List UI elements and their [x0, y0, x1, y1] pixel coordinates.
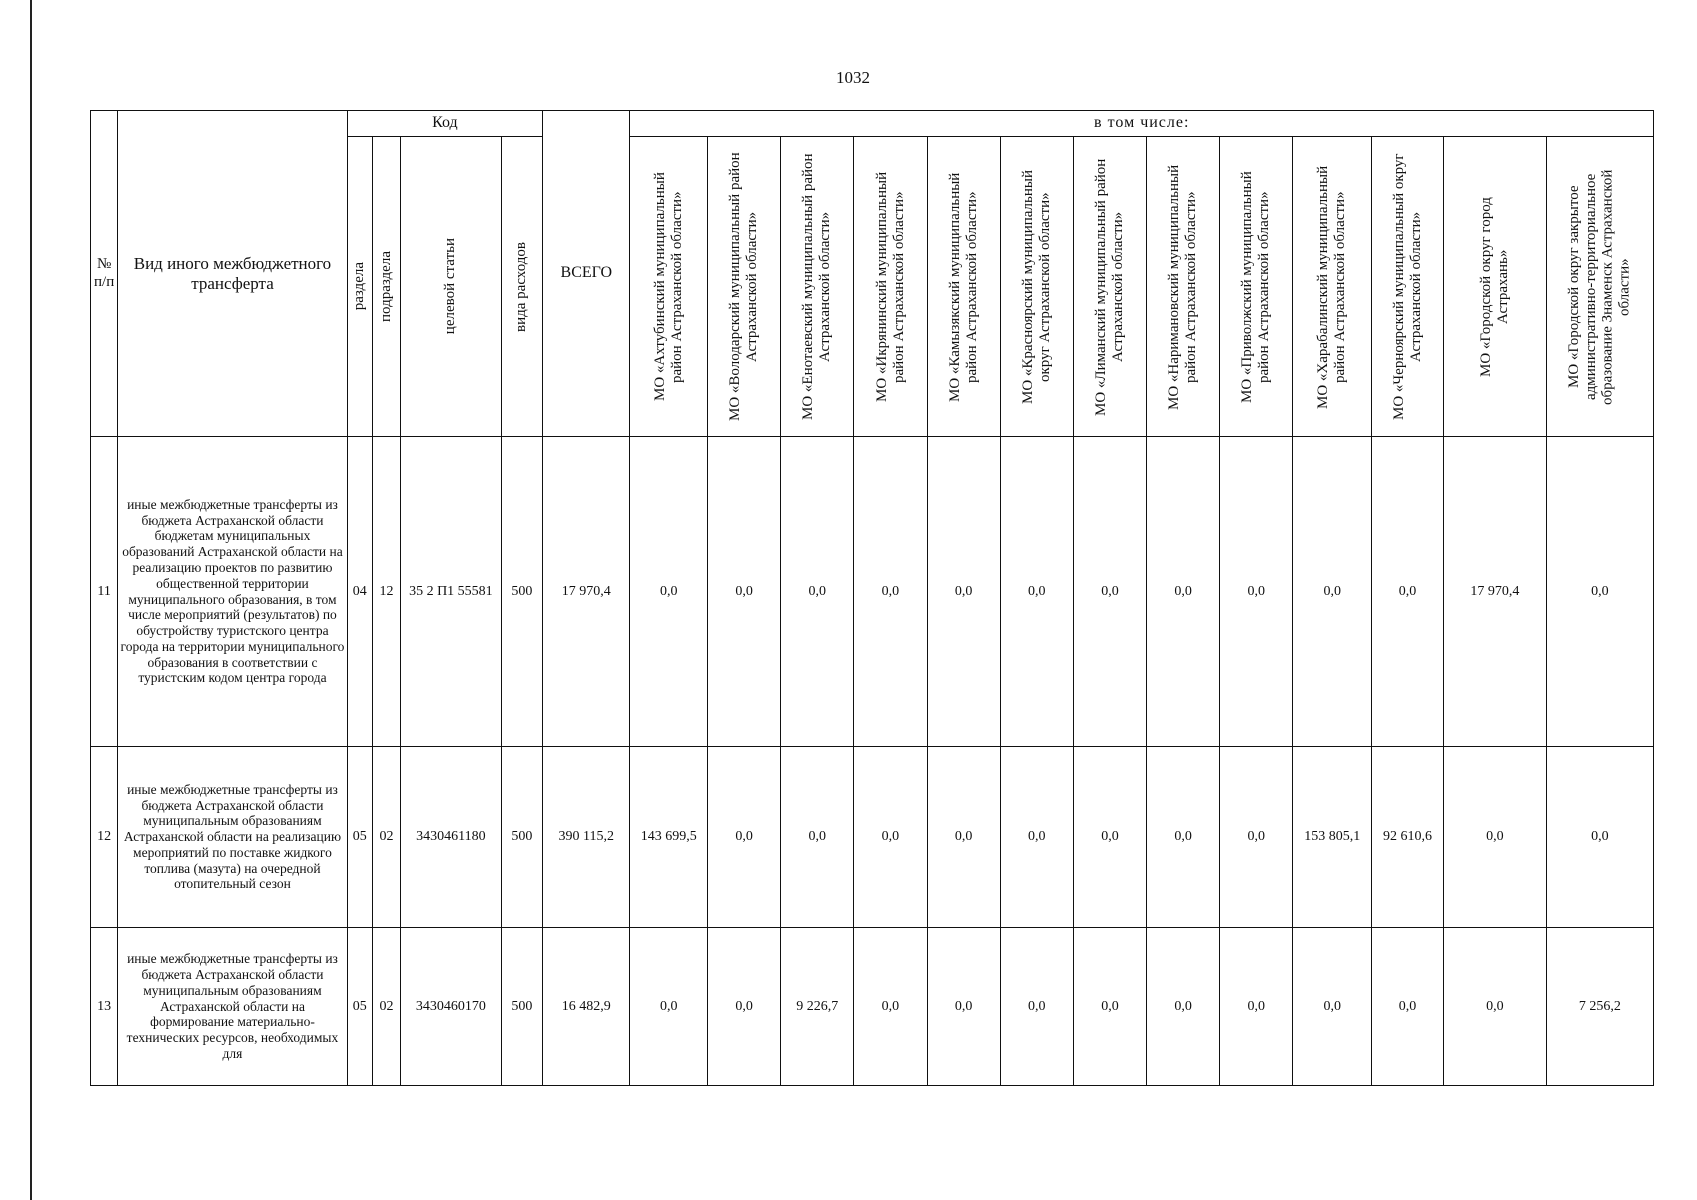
row-num: 11 — [91, 437, 118, 747]
row-expense-type: 500 — [501, 747, 543, 928]
header-mo-13 — [1546, 137, 1653, 437]
header-mo-10 — [1293, 137, 1372, 437]
header-mo-5-label: МО «Камызякский муниципальный район Астраханской области» — [946, 171, 980, 402]
header-mo-2-label: МО «Володарский муниципальный район Астраханской области» — [727, 152, 761, 421]
row-value: 0,0 — [1073, 747, 1146, 928]
row-value: 0,0 — [1546, 747, 1653, 928]
row-value: 7 256,2 — [1546, 928, 1653, 1086]
header-mo-4 — [854, 137, 927, 437]
table-row — [91, 747, 1654, 928]
budget-table — [90, 110, 1654, 1086]
row-value: 0,0 — [781, 747, 854, 928]
row-num: 12 — [91, 747, 118, 928]
row-value: 9 226,7 — [781, 928, 854, 1086]
header-mo-12-label: МО «Городской округ город Астрахань» — [1478, 196, 1511, 377]
row-value: 0,0 — [1000, 747, 1073, 928]
row-value: 0,0 — [1073, 928, 1146, 1086]
row-total: 17 970,4 — [543, 437, 630, 747]
header-total — [543, 111, 630, 437]
header-mo-11 — [1372, 137, 1444, 437]
row-value: 0,0 — [1546, 437, 1653, 747]
row-value: 0,0 — [708, 747, 781, 928]
row-value: 0,0 — [854, 437, 927, 747]
row-total: 16 482,9 — [543, 928, 630, 1086]
row-value: 0,0 — [708, 928, 781, 1086]
row-value: 0,0 — [1220, 747, 1293, 928]
row-value: 0,0 — [1147, 437, 1220, 747]
header-mo-3-label: МО «Енотаевский муниципальный район Астраханской области» — [800, 153, 834, 420]
row-description: иные межбюджетные трансферты из бюджета Астраханской области муниципальным образованиям Астраханской области на реализацию мероприятий по поставке жидкого топлива (мазута) на очередной отопительный сезон — [118, 747, 347, 928]
row-value: 0,0 — [1000, 928, 1073, 1086]
header-mo-9-label: МО «Приволжский муниципальный район Астраханской области» — [1239, 170, 1273, 403]
row-description: иные межбюджетные трансферты из бюджета Астраханской области муниципальным образованиям Астраханской области на формирование материально-технических ресурсов, необходимых для — [118, 928, 347, 1086]
header-mo-9 — [1220, 137, 1293, 437]
row-value: 0,0 — [927, 437, 1000, 747]
row-num: 13 — [91, 928, 118, 1086]
header-code-subsection-label: подраздела — [378, 251, 395, 322]
row-value: 0,0 — [630, 928, 708, 1086]
header-transfer-type-label: Вид иного межбюджетного трансферта — [133, 253, 332, 293]
row-value: 0,0 — [1220, 928, 1293, 1086]
header-code-section-label: раздела — [351, 262, 368, 311]
header-code-expense-type — [501, 137, 543, 437]
header-code-target-label: целевой статьи — [442, 238, 459, 335]
row-value: 0,0 — [1293, 928, 1372, 1086]
header-mo-1-label: МО «Ахтубинский муниципальный район Астраханской области» — [651, 172, 685, 401]
row-value: 92 610,6 — [1372, 747, 1444, 928]
row-value: 0,0 — [1000, 437, 1073, 747]
row-value: 153 805,1 — [1293, 747, 1372, 928]
row-value: 0,0 — [708, 437, 781, 747]
row-subsection: 02 — [372, 928, 400, 1086]
header-mo-4-label: МО «Икрянинский муниципальный район Астраханской области» — [873, 171, 907, 402]
header-mo-6 — [1000, 137, 1073, 437]
row-value: 143 699,5 — [630, 747, 708, 928]
row-value: 0,0 — [1220, 437, 1293, 747]
header-mo-11-label: МО «Черноярский муниципальный округ Астраханской области» — [1390, 153, 1424, 420]
header-including — [630, 111, 1654, 137]
header-code — [347, 111, 542, 137]
row-value: 0,0 — [927, 747, 1000, 928]
header-num-label: № п/п — [94, 256, 115, 290]
row-subsection: 02 — [372, 747, 400, 928]
header-mo-1 — [630, 137, 708, 437]
header-mo-12 — [1444, 137, 1547, 437]
row-value: 0,0 — [1147, 928, 1220, 1086]
header-mo-8 — [1147, 137, 1220, 437]
header-including-label: в том числе: — [1094, 114, 1190, 132]
header-mo-5 — [927, 137, 1000, 437]
header-num — [91, 111, 118, 437]
table-row — [91, 928, 1654, 1086]
row-value: 0,0 — [1372, 437, 1444, 747]
row-section: 05 — [347, 747, 372, 928]
row-value: 0,0 — [1073, 437, 1146, 747]
row-value: 0,0 — [1444, 747, 1547, 928]
row-expense-type: 500 — [501, 437, 543, 747]
row-value: 0,0 — [1147, 747, 1220, 928]
header-total-label: ВСЕГО — [560, 264, 613, 282]
header-mo-6-label: МО «Красноярский муниципальный округ Астраханской области» — [1019, 169, 1053, 404]
header-code-subsection — [372, 137, 400, 437]
row-target: 3430460170 — [401, 928, 501, 1086]
row-total: 390 115,2 — [543, 747, 630, 928]
row-target: 35 2 П1 55581 — [401, 437, 501, 747]
row-value: 0,0 — [781, 437, 854, 747]
row-value: 0,0 — [1444, 928, 1547, 1086]
row-target: 3430461180 — [401, 747, 501, 928]
row-expense-type: 500 — [501, 928, 543, 1086]
row-subsection: 12 — [372, 437, 400, 747]
header-code-target — [401, 137, 501, 437]
row-description: иные межбюджетные трансферты из бюджета Астраханской области бюджетам муниципальных образований Астраханской области на реализацию проектов по развитию общественной территории муниципального образования, в том числе мероприятий (результатов) по обустройству туристского центра города на территории муниципального образования в соответствии с туристским кодом центра города — [118, 437, 347, 747]
header-code-expense-type-label: вида расходов — [513, 241, 530, 332]
margin-line — [30, 0, 32, 1200]
row-value: 0,0 — [1293, 437, 1372, 747]
header-mo-3 — [781, 137, 854, 437]
header-mo-8-label: МО «Наримановский муниципальный район Астраханской области» — [1166, 163, 1200, 410]
header-code-section — [347, 137, 372, 437]
row-value: 0,0 — [854, 747, 927, 928]
header-mo-7-label: МО «Лиманский муниципальный район Астраханской области» — [1093, 157, 1126, 416]
row-value: 0,0 — [927, 928, 1000, 1086]
header-mo-7 — [1073, 137, 1146, 437]
row-value: 0,0 — [1372, 928, 1444, 1086]
table-row — [91, 437, 1654, 747]
page-number: 1032 — [836, 68, 870, 87]
row-section: 05 — [347, 928, 372, 1086]
row-value: 0,0 — [854, 928, 927, 1086]
row-value: 0,0 — [630, 437, 708, 747]
header-code-label: Код — [432, 114, 458, 132]
header-transfer-type — [118, 111, 347, 437]
header-mo-10-label: МО «Харабалинский муниципальный район Астраханской области» — [1315, 164, 1349, 409]
row-value: 17 970,4 — [1444, 437, 1547, 747]
header-mo-2 — [708, 137, 781, 437]
row-section: 04 — [347, 437, 372, 747]
header-mo-13-label: МО «Городской округ закрытое административно-территориальное образование Знаменск Астраханской области» — [1566, 168, 1633, 405]
